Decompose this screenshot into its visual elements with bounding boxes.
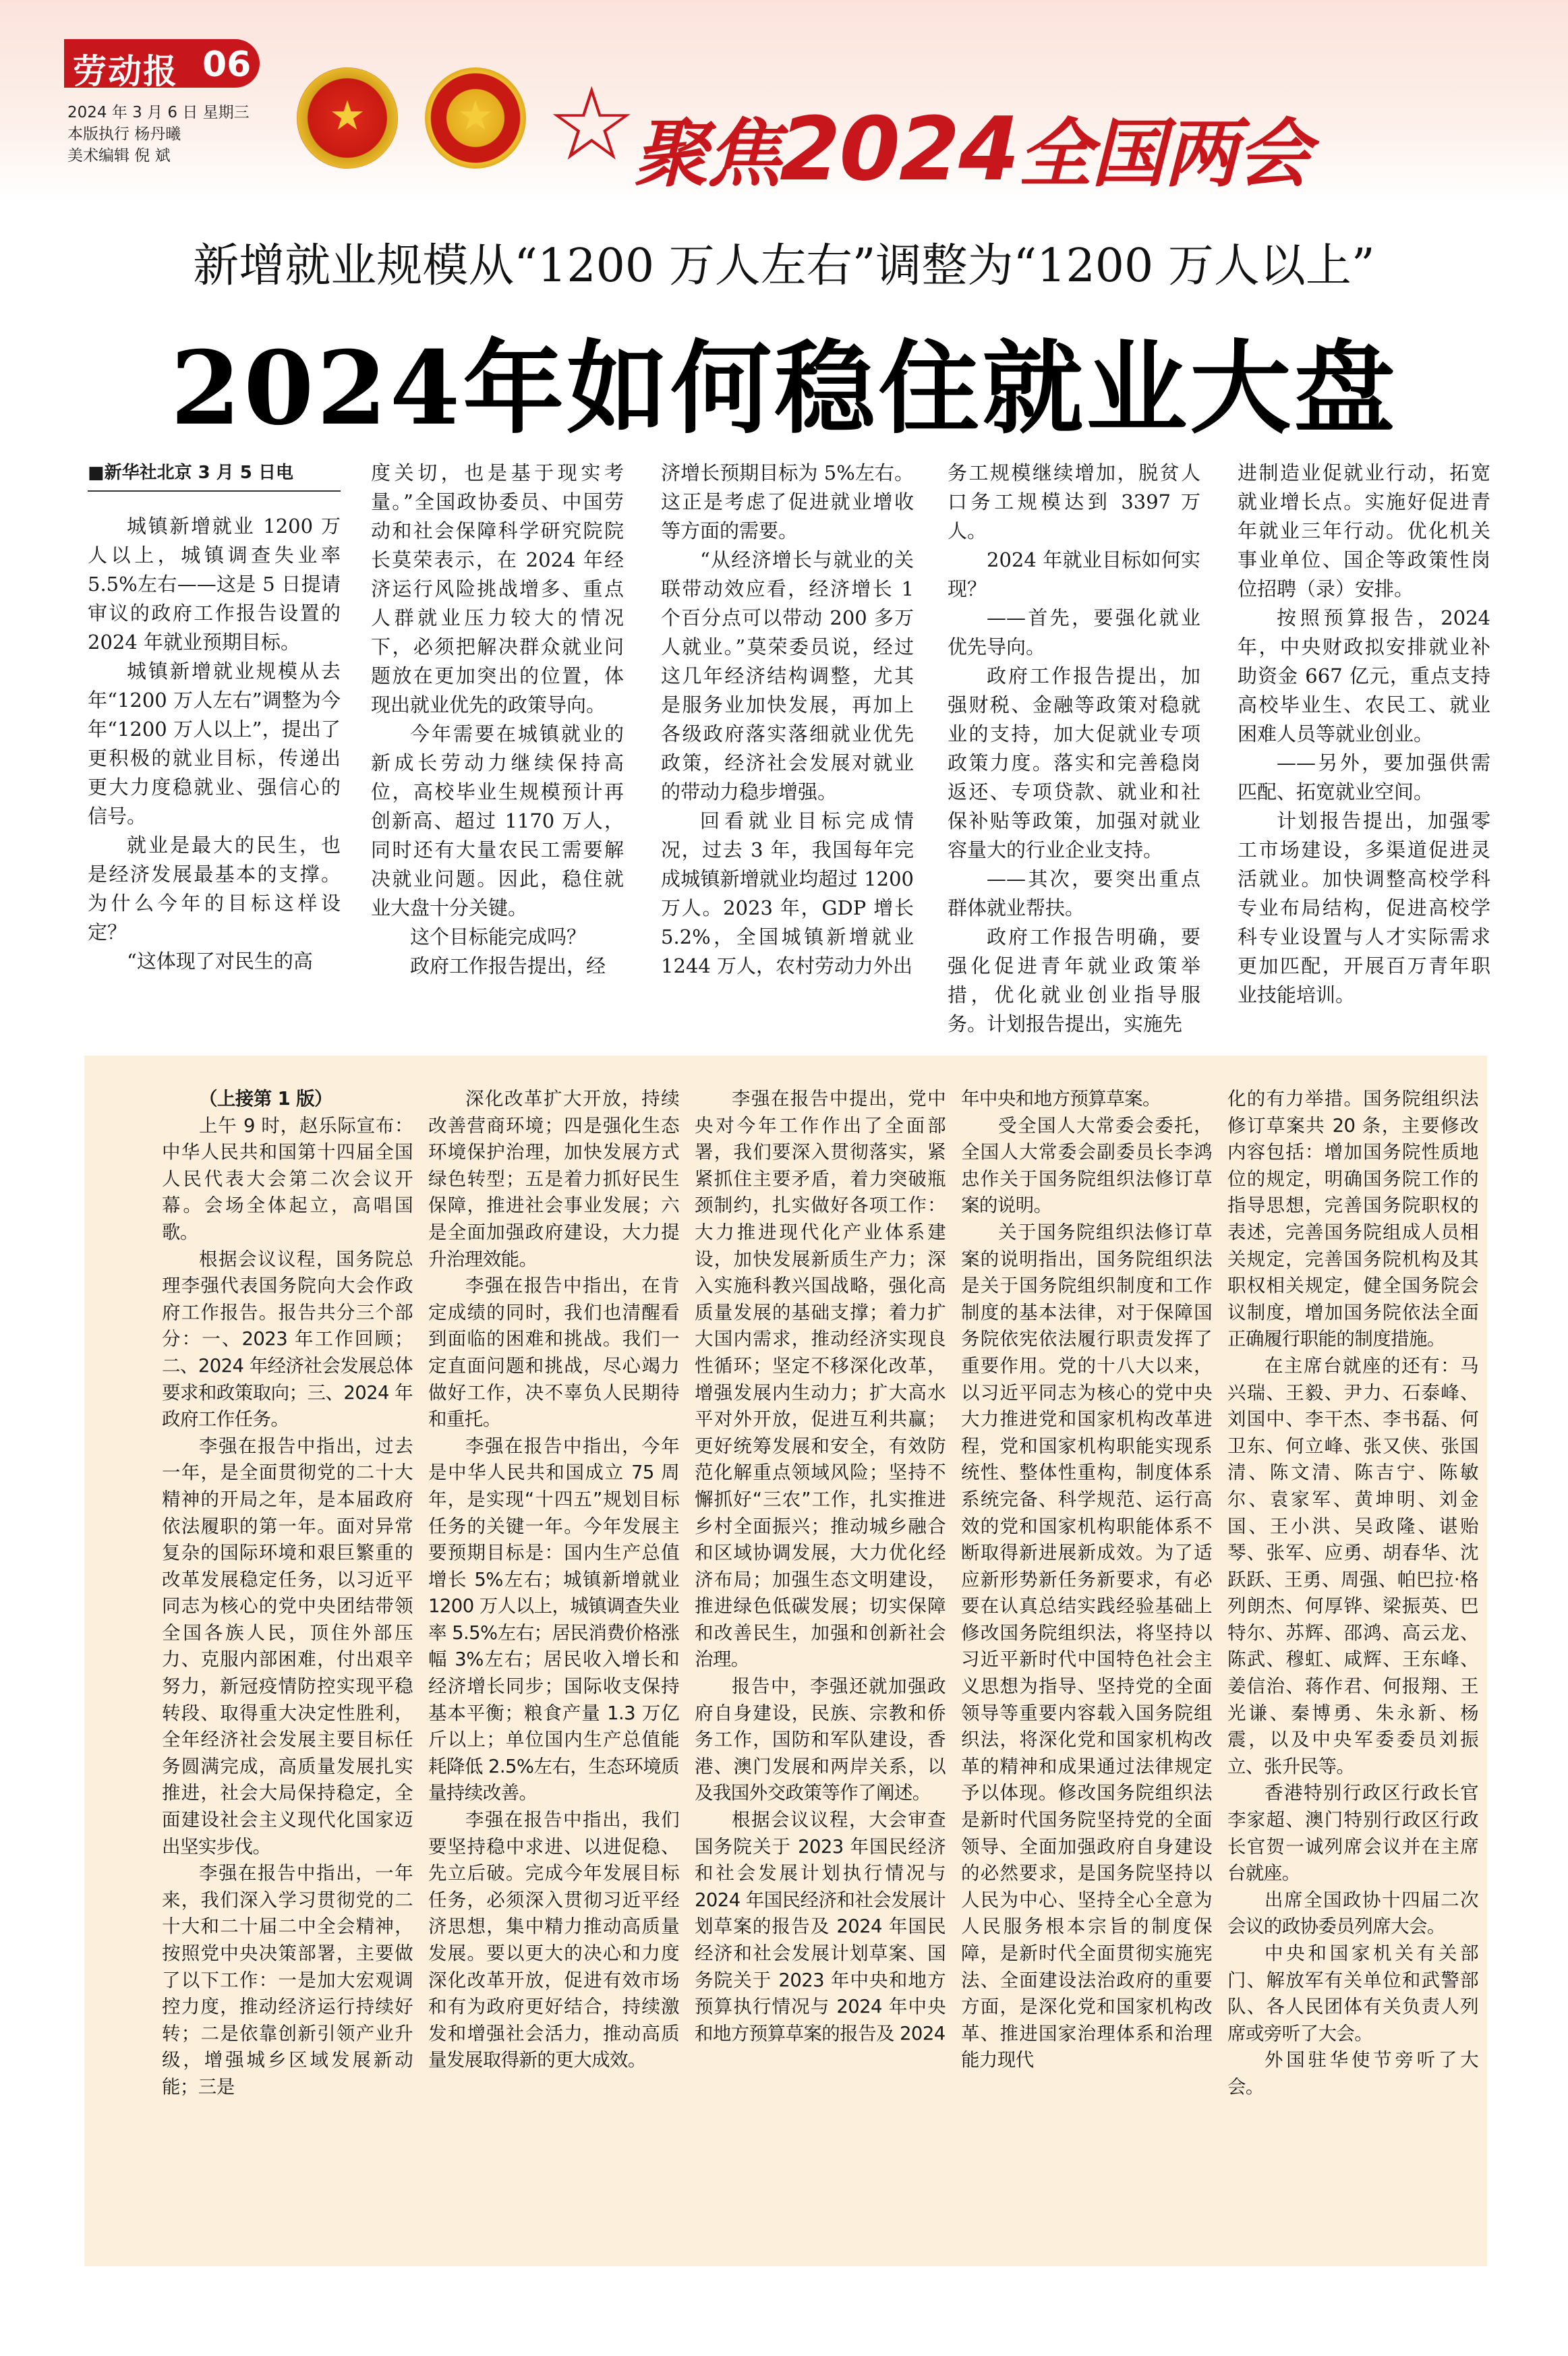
continued-paragraph: 根据会议议程，国务院总理李强代表国务院向大会作政府工作报告。报告共分三个部分：一、2023 年工作回顾；二、2024 年经济社会发展总体要求和政策取向；三、2024 年政府工作任务。 bbox=[162, 1248, 413, 1431]
article-paragraph: 务工规模继续增加，脱贫人口务工规模达到 3397 万人。 bbox=[948, 461, 1200, 542]
article-column-1 bbox=[88, 459, 341, 976]
national-emblem-icon: ★ bbox=[297, 67, 398, 169]
paper-logo: 劳动报 bbox=[73, 51, 178, 91]
continued-column-1 bbox=[162, 1086, 413, 2101]
continued-paragraph: 李强在报告中指出，过去一年，是全面贯彻党的二十大精神的开局之年，是本届政府依法履职的第一年。面对异常复杂的国际环境和艰巨繁重的改革发展稳定任务，以习近平同志为核心的党中央团结带领全国各族人民，顶住外部压力、克服内部困难，付出艰辛努力，新冠疫情防控实现平稳转段、取得重大决定性胜利，全年经济社会发展主要目标任务圆满完成，高质量发展扎实推进，社会大局保持稳定，全面建设社会主义现代化国家迈出坚实步伐。 bbox=[162, 1435, 413, 1858]
continued-paragraph: 化的有力举措。国务院组织法修订草案共 20 条，主要修改内容包括：增加国务院性质地位的规定，明确国务院工作的指导思想，完善国务院职权的表述，完善国务院组成人员相关规定，完善国务院机构及其职权相关规定，健全国务院会议制度，增加国务院依法全面正确履行职能的制度措施。 bbox=[1227, 1088, 1478, 1350]
continued-paragraph: 根据会议议程，大会审查国务院关于 2023 年国民经济和社会发展计划执行情况与 2024 年国民经济和社会发展计划草案的报告及 2024 年国民经济和社会发展计划草案、国务院关于 2023 年中央和地方预算执行情况与 2024 年中央和地方预算草案的报告及 2024 bbox=[695, 1809, 946, 2044]
article-paragraph: 计划报告提出，加强零工市场建设，多渠道促进灵活就业。加快调整高校学科专业布局结构，促进高校学科专业设置与人才实际需求更加匹配，开展百万青年职业技能培训。 bbox=[1238, 809, 1490, 1006]
article-paragraph: 济增长预期目标为 5%左右。这正是考虑了促进就业增收等方面的需要。 bbox=[661, 461, 914, 542]
continued-paragraph: 在主席台就座的还有：马兴瑞、王毅、尹力、石泰峰、刘国中、李干杰、李书磊、何卫东、何立峰、张又侠、张国清、陈文清、陈吉宁、陈敏尔、袁家军、黄坤明、刘金国、王小洪、吴政隆、谌贻琴、张军、应勇、胡春华、沈跃跃、王勇、周强、帕巴拉·格列朗杰、何厚铧、梁振英、巴特尔、苏辉、邵鸿、高云龙、陈武、穆虹、咸辉、王东峰、姜信治、蒋作君、何报翔、王光谦、秦博勇、朱永新、杨震，以及中央军委委员刘振立、张升民等。 bbox=[1227, 1354, 1478, 1777]
article-column-3 bbox=[661, 459, 914, 981]
continued-paragraph: 关于国务院组织法修订草案的说明指出，国务院组织法是关于国务院组织制度和工作制度的基本法律，对于保障国务院依宪依法履行职责发挥了重要作用。党的十八大以来，以习近平同志为核心的党中央大力推进党和国家机构改革进程，党和国家机构职能实现系统性、整体性重构，制度体系系统完备、科学规范、运行高效的党和国家机构职能体系不断取得新进展新成效。为了适应新形势新任务新要求，有必要在认真总结实践经验基础上修改国务院组织法，将坚持以习近平新时代中国特色社会主义思想为指导、坚持党的全面领导等重要内容载入国务院组织法，将深化党和国家机构改革的精神和成果通过法律规定予以体现。修改国务院组织法是新时代国务院坚持党的全面领导、全面加强政府自身建设的必然要求，是国务院坚持以人民为中心、坚持全心全意为人民服务根本宗旨的制度保障，是新时代全面贯彻实施宪法、全面建设法治政府的重要方面，是深化党和国家机构改革、推进国家治理体系和治理能力现代 bbox=[961, 1221, 1212, 2071]
continued-article-panel bbox=[84, 1056, 1487, 2266]
section-banner bbox=[546, 66, 1356, 200]
headline-title: 2024年如何稳住就业大盘 bbox=[170, 329, 1398, 448]
continued-paragraph: 李强在报告中指出，我们要坚持稳中求进、以进促稳、先立后破。完成今年发展目标任务，必须深入贯彻习近平经济思想，集中精力推动高质量发展。要以更大的决心和力度深化改革开放，促进有效市场和有为政府更好结合，持续激发和增强社会活力，推动高质量发展取得新的更大成效。 bbox=[428, 1809, 679, 2071]
continued-paragraph: 受全国人大常委会委托，全国人大常委会副委员长李鸿忠作关于国务院组织法修订草案的说明。 bbox=[961, 1114, 1212, 1217]
continued-column-4 bbox=[961, 1086, 1212, 2074]
continued-paragraph: 出席全国政协十四届二次会议的政协委员列席大会。 bbox=[1227, 1889, 1478, 1938]
article-paragraph: 就业是最大的民生，也是经济发展最基本的支撑。为什么今年的目标这样设定？ bbox=[88, 834, 341, 944]
article-column-4 bbox=[948, 459, 1200, 1039]
article-paragraph: ——首先，要强化就业优先导向。 bbox=[948, 606, 1200, 658]
article-paragraph: 2024 年就业目标如何实现？ bbox=[948, 548, 1200, 600]
continued-paragraph: 深化改革扩大开放，持续改善营商环境；四是强化生态环境保护治理，加快发展方式绿色转型；五是着力抓好民生保障，推进社会事业发展；六是全面加强政府建设，大力提升治理效能。 bbox=[428, 1088, 679, 1270]
section-banner-text: 聚焦2024全国两会 bbox=[634, 98, 1310, 200]
dateline: ■新华社北京 3 月 5 日电 bbox=[88, 459, 341, 492]
continued-paragraph: 李强在报告中指出，在肯定成绩的同时，我们也清醒看到面临的困难和挑战。我们一定直面问题和挑战，尽心竭力做好工作，决不辜负人民期待和重托。 bbox=[428, 1275, 679, 1431]
continued-paragraph: 年中央和地方预算草案。 bbox=[961, 1088, 1161, 1110]
editor-line: 本版执行 杨丹曦 bbox=[67, 125, 181, 143]
red-star-icon: ☆ bbox=[546, 66, 637, 183]
date-line: 2024 年 3 月 6 日 星期三 bbox=[67, 104, 250, 121]
continued-column-3 bbox=[695, 1086, 946, 2047]
continued-column-5 bbox=[1227, 1086, 1478, 2101]
article-paragraph: 城镇新增就业规模从去年“1200 万人左右”调整为今年“1200 万人以上”，提出了更积极的就业目标，传递出更大力度稳就业、强信心的信号。 bbox=[88, 660, 341, 828]
headline-subtitle: 新增就业规模从“1200 万人左右”调整为“1200 万人以上” bbox=[193, 239, 1375, 293]
article-paragraph: “从经济增长与就业的关联带动效应看，经济增长 1 个百分点可以带动 200 多万人就业。”莫荣委员说，经过这几年经济结构调整，尤其是服务业加快发展，再加上各级政府落实落细就业优先政策，经济社会发展对就业的带动力稳步增强。 bbox=[661, 548, 914, 803]
article-paragraph: 政府工作报告明确，要强化促进青年就业政策举措，优化就业创业指导服务。计划报告提出，实施先 bbox=[948, 925, 1200, 1035]
continued-label: （上接第 1 版） bbox=[199, 1088, 332, 1110]
continued-paragraph: 李强在报告中指出，一年来，我们深入学习贯彻党的二十大和二十届二中全会精神，按照党中央决策部署，主要做了以下工作：一是加大宏观调控力度，推动经济运行持续好转；二是依靠创新引领产业升级，增强城乡区域发展新动能；三是 bbox=[162, 1862, 413, 2098]
article-paragraph: ——其次，要突出重点群体就业帮扶。 bbox=[948, 867, 1200, 919]
continued-paragraph: 香港特别行政区行政长官李家超、澳门特别行政区行政长官贺一诚列席会议并在主席台就座。 bbox=[1227, 1782, 1478, 1885]
article-paragraph: 城镇新增就业 1200 万人以上，城镇调查失业率 5.5%左右——这是 5 日提请审议的政府工作报告设置的 2024 年就业预期目标。 bbox=[88, 515, 341, 654]
continued-paragraph: 外国驻华使节旁听了大会。 bbox=[1227, 2049, 1478, 2098]
article-paragraph: 进制造业促就业行动，拓宽就业增长点。实施好促进青年就业三年行动。优化机关事业单位、国企等政策性岗位招聘（录）安排。 bbox=[1238, 461, 1490, 600]
article-paragraph: 这个目标能完成吗？ bbox=[410, 925, 587, 948]
article-paragraph: 回看就业目标完成情况，过去 3 年，我国每年完成城镇新增就业均超过 1200 万人。2023 年，GDP 增长 5.2%，全国城镇新增就业 1244 万人，农村劳动力外出 bbox=[661, 809, 914, 977]
continued-paragraph: 李强在报告中提出，党中央对今年工作作出了全面部署，我们要深入贯彻落实，紧紧抓住主要矛盾，着力突破瓶颈制约，扎实做好各项工作：大力推进现代化产业体系建设，加快发展新质生产力；深入实施科教兴国战略，强化高质量发展的基础支撑；着力扩大国内需求，推动经济实现良性循环；坚定不移深化改革，增强发展内生动力；扩大高水平对外开放，促进互利共赢；更好统筹发展和安全，有效防范化解重点领域风险；坚持不懈抓好“三农”工作，扎实推进乡村全面振兴；推动城乡融合和区域协调发展，大力优化经济布局；加强生态文明建设，推进绿色低碳发展；切实保障和改善民生，加强和创新社会治理。 bbox=[695, 1088, 946, 1671]
article-paragraph: 今年需要在城镇就业的新成长劳动力继续保持高位，高校毕业生规模预计再创新高、超过 1170 万人，同时还有大量农民工需要解决就业问题。因此，稳住就业大盘十分关键。 bbox=[371, 722, 624, 919]
continued-column-2 bbox=[428, 1086, 679, 2074]
continued-paragraph: 中央和国家机关有关部门、解放军有关单位和武警部队、各人民团体有关负责人列席或旁听了大会。 bbox=[1227, 1943, 1478, 2044]
article-paragraph: 按照预算报告，2024 年，中央财政拟安排就业补助资金 667 亿元，重点支持高校毕业生、农民工、就业困难人员等就业创业。 bbox=[1238, 606, 1490, 745]
continued-paragraph: 报告中，李强还就加强政府自身建设，民族、宗教和侨务工作，国防和军队建设，香港、澳门发展和两岸关系，以及我国外交政策等作了阐述。 bbox=[695, 1675, 946, 1804]
article-column-2 bbox=[371, 459, 624, 981]
article-paragraph: 政府工作报告提出，加强财税、金融等政策对稳就业的支持，加大促就业专项政策力度。落实和完善稳岗返还、专项贷款、就业和社保补贴等政策，加强对就业容量大的行业企业支持。 bbox=[948, 664, 1200, 861]
designer-line: 美术编辑 倪 斌 bbox=[67, 147, 171, 165]
article-paragraph: 政府工作报告提出，经 bbox=[410, 954, 606, 977]
page-number: 06 bbox=[202, 45, 252, 85]
continued-paragraph: 李强在报告中指出，今年是中华人民共和国成立 75 周年，是实现“十四五”规划目标任务的关键一年。今年发展主要预期目标是：国内生产总值增长 5%左右；城镇新增就业 1200 万人以上，城镇调查失业率 5.5%左右；居民消费价格涨幅 3%左右；居民收入增长和经济增长同步；国际收支保持基本平衡；粮食产量 1.3 万亿斤以上；单位国内生产总值能耗降低 2.5%左右，生态环境质量持续改善。 bbox=[428, 1435, 679, 1804]
cppcc-emblem-icon: ★ bbox=[425, 67, 526, 169]
article-paragraph: 度关切，也是基于现实考量。”全国政协委员、中国劳动和社会保障科学研究院院长莫荣表示，在 2024 年经济运行风险挑战增多、重点人群就业压力较大的情况下，必须把解决群众就业问题放在更加突出的位置，体现出就业优先的政策导向。 bbox=[371, 461, 624, 716]
article-paragraph: ——另外，要加强供需匹配、拓宽就业空间。 bbox=[1238, 751, 1490, 803]
article-paragraph: “这体现了对民生的高 bbox=[127, 950, 313, 973]
article-column-5 bbox=[1238, 459, 1490, 1010]
continued-paragraph: 上午 9 时，赵乐际宣布：中华人民共和国第十四届全国人民代表大会第二次会议开幕。会场全体起立，高唱国歌。 bbox=[162, 1114, 413, 1243]
